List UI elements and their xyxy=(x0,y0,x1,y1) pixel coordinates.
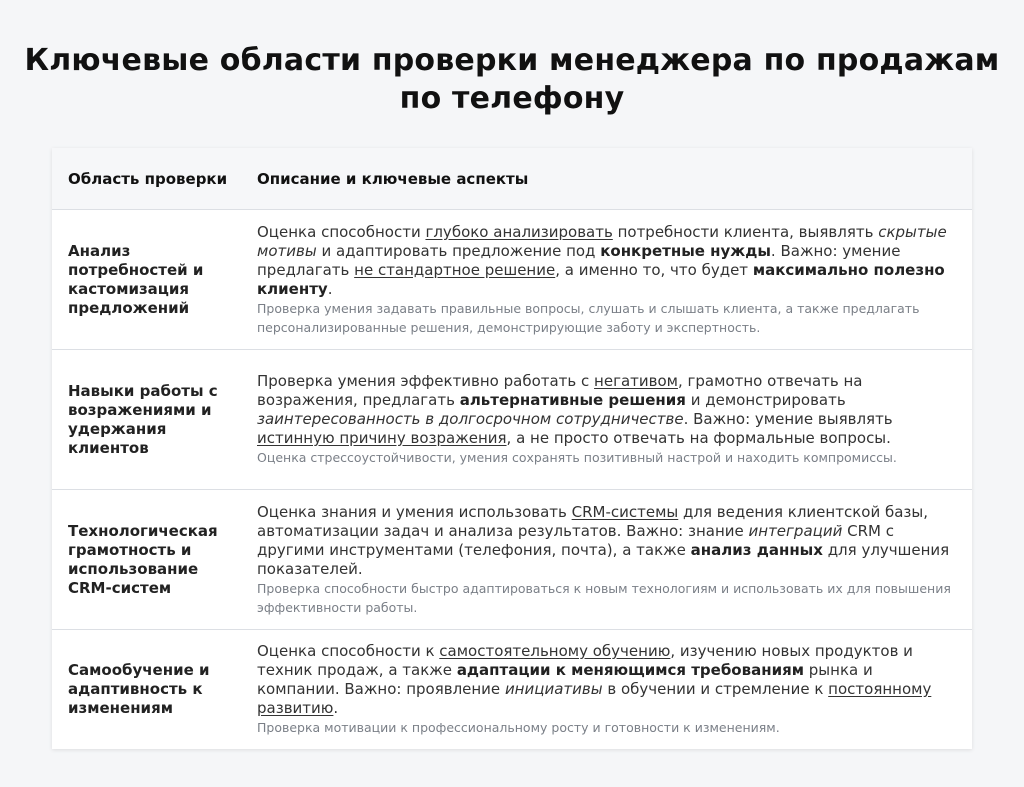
description-note: Оценка стрессоустойчивости, умения сохранять позитивный настрой и находить компромиссы. xyxy=(257,450,897,465)
emphasis-bold: адаптации к меняющимся требованиям xyxy=(456,661,804,679)
area-cell: Навыки работы с возражениями и удержания клиентов xyxy=(68,381,218,457)
description-text: Оценка знания и умения использовать CRM-системы для ведения клиентской базы, автоматизации задач и анализа результатов. Важно: знание интеграций CRM с другими инструментами (телефония, почта), а также анализ данных для улучшения показателей. xyxy=(257,502,950,578)
table-row xyxy=(52,490,972,630)
emphasis-italic: интеграций xyxy=(748,521,843,540)
emphasis-bold: анализ данных xyxy=(690,540,823,559)
description-note: Проверка умения задавать правильные вопросы, слушать и слышать клиента, а также предлагать персонализированные решения, демонстрирующие заботу и экспертность. xyxy=(257,300,920,335)
description-text: Проверка умения эффективно работать с негативом, грамотно отвечать на возражения, предлагать альтернативные решения и демонстрировать заинтересованность в долгосрочном сотрудничестве. Важно: умение выявлять истинную причину возражения, а не просто отвечать на формальные вопросы. xyxy=(257,372,893,447)
emphasis-underline: самостоятельному обучению xyxy=(439,642,671,660)
description-cell xyxy=(241,361,972,478)
header-description: Описание и ключевые аспекты xyxy=(257,169,529,188)
emphasis-underline: негативом xyxy=(594,372,678,390)
description-cell xyxy=(241,212,972,348)
table-header-row xyxy=(52,148,972,210)
description-text: Оценка способности к самостоятельному обучению, изучению новых продуктов и техник продаж, а также адаптации к меняющимся требованиям рынка и компании. Важно: проявление инициативы в обучении и стремление к постоянному развитию. xyxy=(257,642,932,717)
description-note: Проверка мотивации к профессиональному росту и готовности к изменениям. xyxy=(257,720,780,735)
emphasis-bold: максимально полезно клиенту xyxy=(257,260,945,298)
emphasis-underline: глубоко анализировать xyxy=(425,222,613,241)
emphasis-italic: инициативы xyxy=(504,680,603,698)
area-cell: Анализ потребностей и кастомизация предложений xyxy=(68,241,204,317)
description-cell xyxy=(241,631,972,748)
table-row xyxy=(52,210,972,350)
area-cell: Технологическая грамотность и использование CRM-систем xyxy=(68,521,218,597)
table-row xyxy=(52,630,972,749)
emphasis-italic: заинтересованность в долгосрочном сотрудничестве xyxy=(257,410,684,428)
header-area: Область проверки xyxy=(68,169,228,188)
area-cell: Самообучение и адаптивность к изменениям xyxy=(68,661,210,717)
description-note: Проверка способности быстро адаптироваться к новым технологиям и использовать их для повышения эффективности работы. xyxy=(257,580,951,615)
page-title: Ключевые области проверки менеджера по продажам по телефону xyxy=(24,43,1000,116)
emphasis-bold: конкретные нужды xyxy=(600,241,771,260)
emphasis-underline: не стандартное решение xyxy=(354,260,556,279)
description-text: Оценка способности глубоко анализировать потребности клиента, выявлять скрытые мотивы и адаптировать предложение под конкретные нужды. Важно: умение предлагать не стандартное решение, а именно то, что будет максимально полезно клиенту. xyxy=(257,222,947,298)
emphasis-underline: CRM-системы xyxy=(571,502,679,521)
description-cell xyxy=(241,492,972,628)
emphasis-bold: альтернативные решения xyxy=(459,391,686,409)
table-row xyxy=(52,350,972,490)
emphasis-italic: скрытые мотивы xyxy=(257,222,947,260)
emphasis-underline: постоянному развитию xyxy=(257,680,932,717)
evaluation-table xyxy=(52,148,972,749)
emphasis-underline: истинную причину возражения xyxy=(257,429,507,447)
